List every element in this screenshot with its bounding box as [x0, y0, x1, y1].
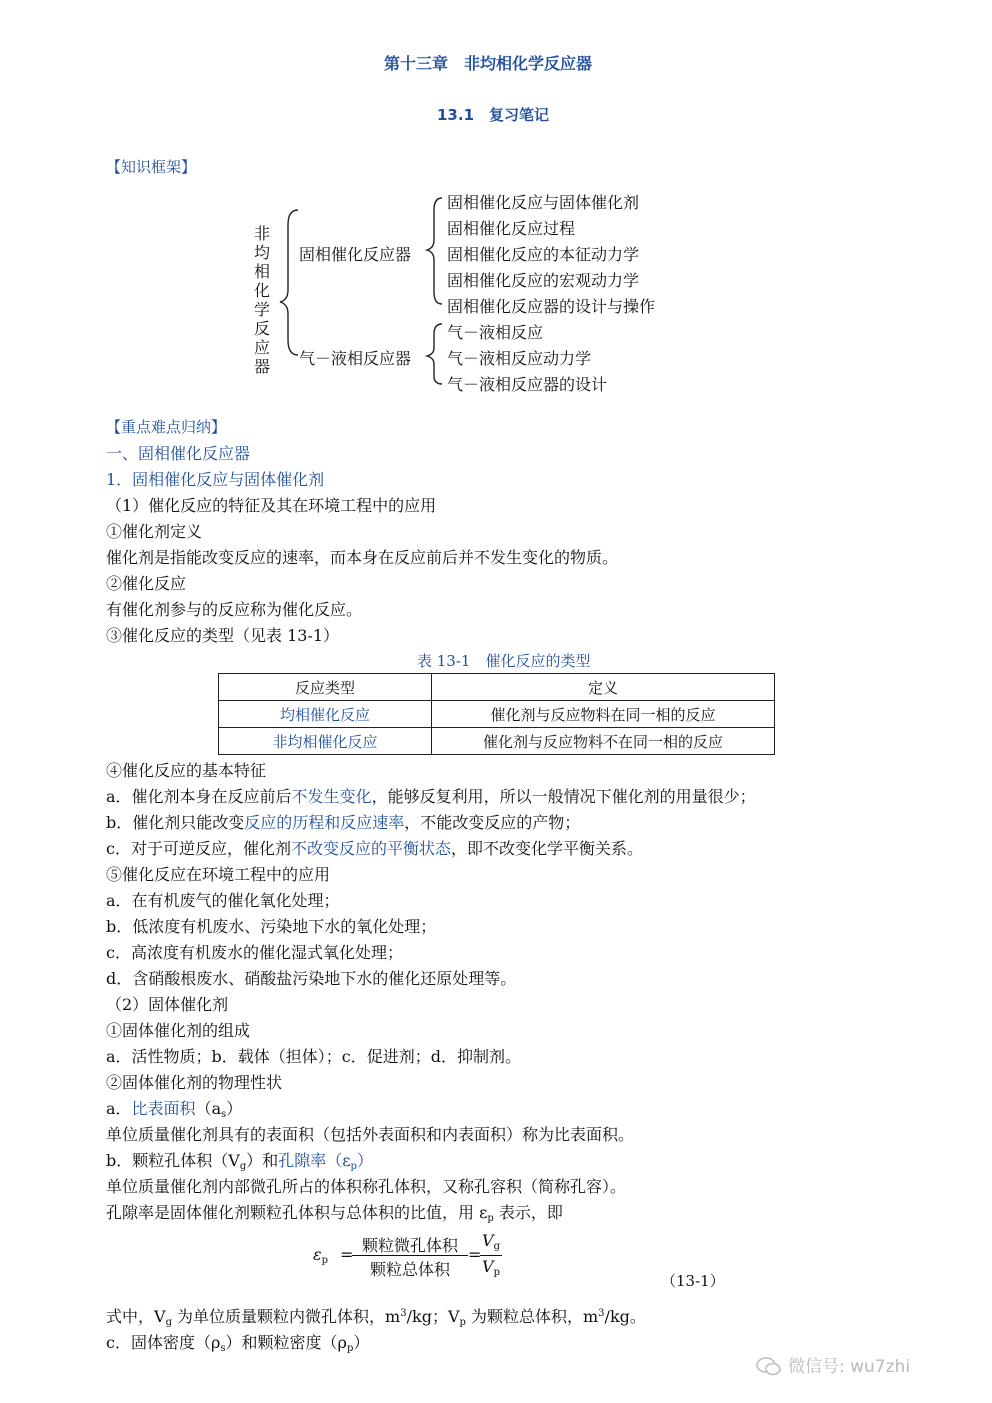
framework-item: 固相催化反应与固体催化剂 [447, 193, 640, 212]
framework-item: 固相催化反应器的设计与操作 [447, 297, 656, 316]
text: /kg；V [406, 1307, 460, 1326]
subscript: g [493, 1241, 500, 1252]
subscript: p [346, 1343, 354, 1354]
highlight: 不发生变化 [291, 787, 372, 806]
table-cell: 催化剂与反应物料不在同一相的反应 [432, 728, 775, 755]
catalytic-reaction-types-table [218, 673, 775, 755]
superscript: 3 [598, 1308, 605, 1319]
framework-item: 气－液相反应器的设计 [447, 375, 608, 394]
feature-a [106, 784, 756, 807]
application-item: a．在有机废气的催化氧化处理； [106, 891, 340, 910]
key-points-heading: 【重点难点归纳】 [106, 418, 227, 436]
text: b．催化剂只能改变 [106, 813, 245, 832]
watermark-text: 微信号: wu7zhi [788, 1357, 911, 1377]
table-cell: 催化剂与反应物料在同一相的反应 [432, 701, 775, 728]
text: c．对于可逆反应，催化剂 [106, 839, 291, 858]
table-header-cell: 定义 [432, 674, 775, 701]
text: /kg。 [604, 1307, 646, 1326]
highlight: 反应的历程和反应速率 [244, 813, 405, 832]
text: ，能够反复利用，所以一般情况下催化剂的用量很少； [371, 787, 756, 806]
subscript: p [493, 1267, 500, 1278]
text: a． [106, 1099, 132, 1118]
fraction-bar [352, 1255, 468, 1256]
knowledge-framework-heading: 【知识框架】 [106, 158, 197, 176]
text: V [482, 1257, 494, 1276]
porosity-text [106, 1200, 563, 1224]
section-title: 13.1 复习笔记 [437, 106, 550, 124]
subscript: p [350, 1161, 357, 1172]
feature-b [106, 810, 580, 833]
equals-sign: = [468, 1245, 482, 1264]
application-item: d．含硝酸根废水、硝酸盐污染地下水的催化还原处理等。 [106, 969, 517, 988]
pore-volume-label [106, 1148, 373, 1172]
equals-sign: = [340, 1245, 354, 1264]
table-cell: 非均相催化反应 [219, 728, 432, 755]
framework-item: 固相催化反应的宏观动力学 [447, 271, 640, 290]
heading-1: 一、固相催化反应器 [106, 444, 251, 463]
framework-branch-solid: 固相催化反应器 [299, 245, 412, 264]
wechat-watermark [756, 1352, 910, 1377]
text: ε [313, 1245, 322, 1264]
para-line: （1）催化反应的特征及其在环境工程中的应用 [106, 496, 437, 515]
text: a．催化剂本身在反应前后 [106, 787, 292, 806]
table-row [219, 701, 775, 728]
text: V [482, 1231, 494, 1250]
text: ） [226, 1099, 243, 1118]
text: （a [195, 1099, 222, 1118]
highlight: 孔隙率（ε [278, 1151, 351, 1170]
table-header-row [219, 674, 775, 701]
feature-c [106, 836, 643, 859]
framework-item: 气－液相反应动力学 [447, 349, 592, 368]
table-caption: 表 13-1 催化反应的类型 [417, 652, 591, 670]
formula-lhs [313, 1245, 328, 1266]
text: 式中，V [106, 1307, 166, 1326]
subscript: p [459, 1317, 466, 1328]
text: b．颗粒孔体积（V [106, 1151, 240, 1170]
application-item: b．低浓度有机废水、污染地下水的氧化处理； [106, 917, 437, 936]
text: 表示，即 [493, 1203, 563, 1222]
formula-numerator: 颗粒微孔体积 [361, 1236, 458, 1255]
text: ）和 [246, 1151, 279, 1170]
text: ，即不改变化学平衡关系。 [450, 839, 643, 858]
density-line [106, 1330, 369, 1354]
para-line: 催化剂是指能改变反应的速率，而本身在反应前后并不发生变化的物质。 [106, 548, 619, 567]
wechat-icon [756, 1356, 782, 1376]
subscript: g [239, 1161, 247, 1172]
text: ） [356, 1151, 373, 1170]
para-line: ③催化反应的类型（见表 13-1） [106, 626, 340, 645]
para-line: 有催化剂参与的反应称为催化反应。 [106, 600, 363, 619]
table-header-cell: 反应类型 [219, 674, 432, 701]
highlight: 比表面积 [131, 1099, 196, 1118]
framework-item: 固相催化反应过程 [447, 219, 576, 238]
highlight: 不改变反应的平衡状态 [290, 839, 451, 858]
equation-number: （13-1） [661, 1272, 725, 1290]
specific-surface-label [106, 1096, 242, 1120]
composition-text: a．活性物质；b．载体（担体）；c．促进剂；d．抑制剂。 [106, 1047, 521, 1066]
para-line: ②催化反应 [106, 574, 187, 593]
text: ）和颗粒密度（ρ [225, 1333, 347, 1352]
features-heading: ④催化反应的基本特征 [106, 761, 267, 780]
formula-where-text [106, 1304, 646, 1328]
composition-heading: ①固体催化剂的组成 [106, 1021, 251, 1040]
framework-item: 固相催化反应的本征动力学 [447, 245, 640, 264]
framework-root: 非均相化学反应器 [253, 224, 270, 376]
text: 为单位质量颗粒内微孔体积，m [171, 1307, 401, 1326]
physical-properties-heading: ②固体催化剂的物理性状 [106, 1073, 283, 1092]
superscript: 3 [400, 1308, 407, 1319]
fraction-bar [480, 1255, 502, 1256]
table-cell: 均相催化反应 [219, 701, 432, 728]
subscript: s [220, 1343, 226, 1354]
subscript: p [321, 1255, 328, 1266]
subscript: g [165, 1317, 172, 1328]
formula-rhs-denominator [480, 1257, 502, 1278]
chapter-title: 第十三章 非均相化学反应器 [384, 54, 593, 73]
para-line: ①催化剂定义 [106, 522, 203, 541]
framework-branch-gasliquid: 气－液相反应器 [299, 349, 412, 368]
subscript: s [221, 1109, 227, 1120]
framework-item: 气－液相反应 [447, 323, 544, 342]
pore-volume-text: 单位质量催化剂内部微孔所占的体积称孔体积，又称孔容积（简称孔容）。 [106, 1177, 627, 1196]
text: ） [353, 1333, 370, 1352]
text: 孔隙率是固体催化剂颗粒孔体积与总体积的比值，用 ε [106, 1203, 488, 1222]
table-row [219, 728, 775, 755]
formula-denominator: 颗粒总体积 [369, 1260, 450, 1279]
applications-heading: ⑤催化反应在环境工程中的应用 [106, 865, 331, 884]
solid-catalyst-heading: （2）固体催化剂 [106, 995, 229, 1014]
heading-2: 1．固相催化反应与固体催化剂 [106, 470, 325, 489]
text: c．固体密度（ρ [106, 1333, 221, 1352]
specific-surface-text: 单位质量催化剂具有的表面积（包括外表面积和内表面积）称为比表面积。 [106, 1125, 635, 1144]
text: 为颗粒总体积，m [465, 1307, 599, 1326]
text: ，不能改变反应的产物； [404, 813, 581, 832]
formula-rhs-numerator [480, 1231, 502, 1252]
subscript: p [487, 1213, 494, 1224]
application-item: c．高浓度有机废水的催化湿式氧化处理； [106, 943, 403, 962]
